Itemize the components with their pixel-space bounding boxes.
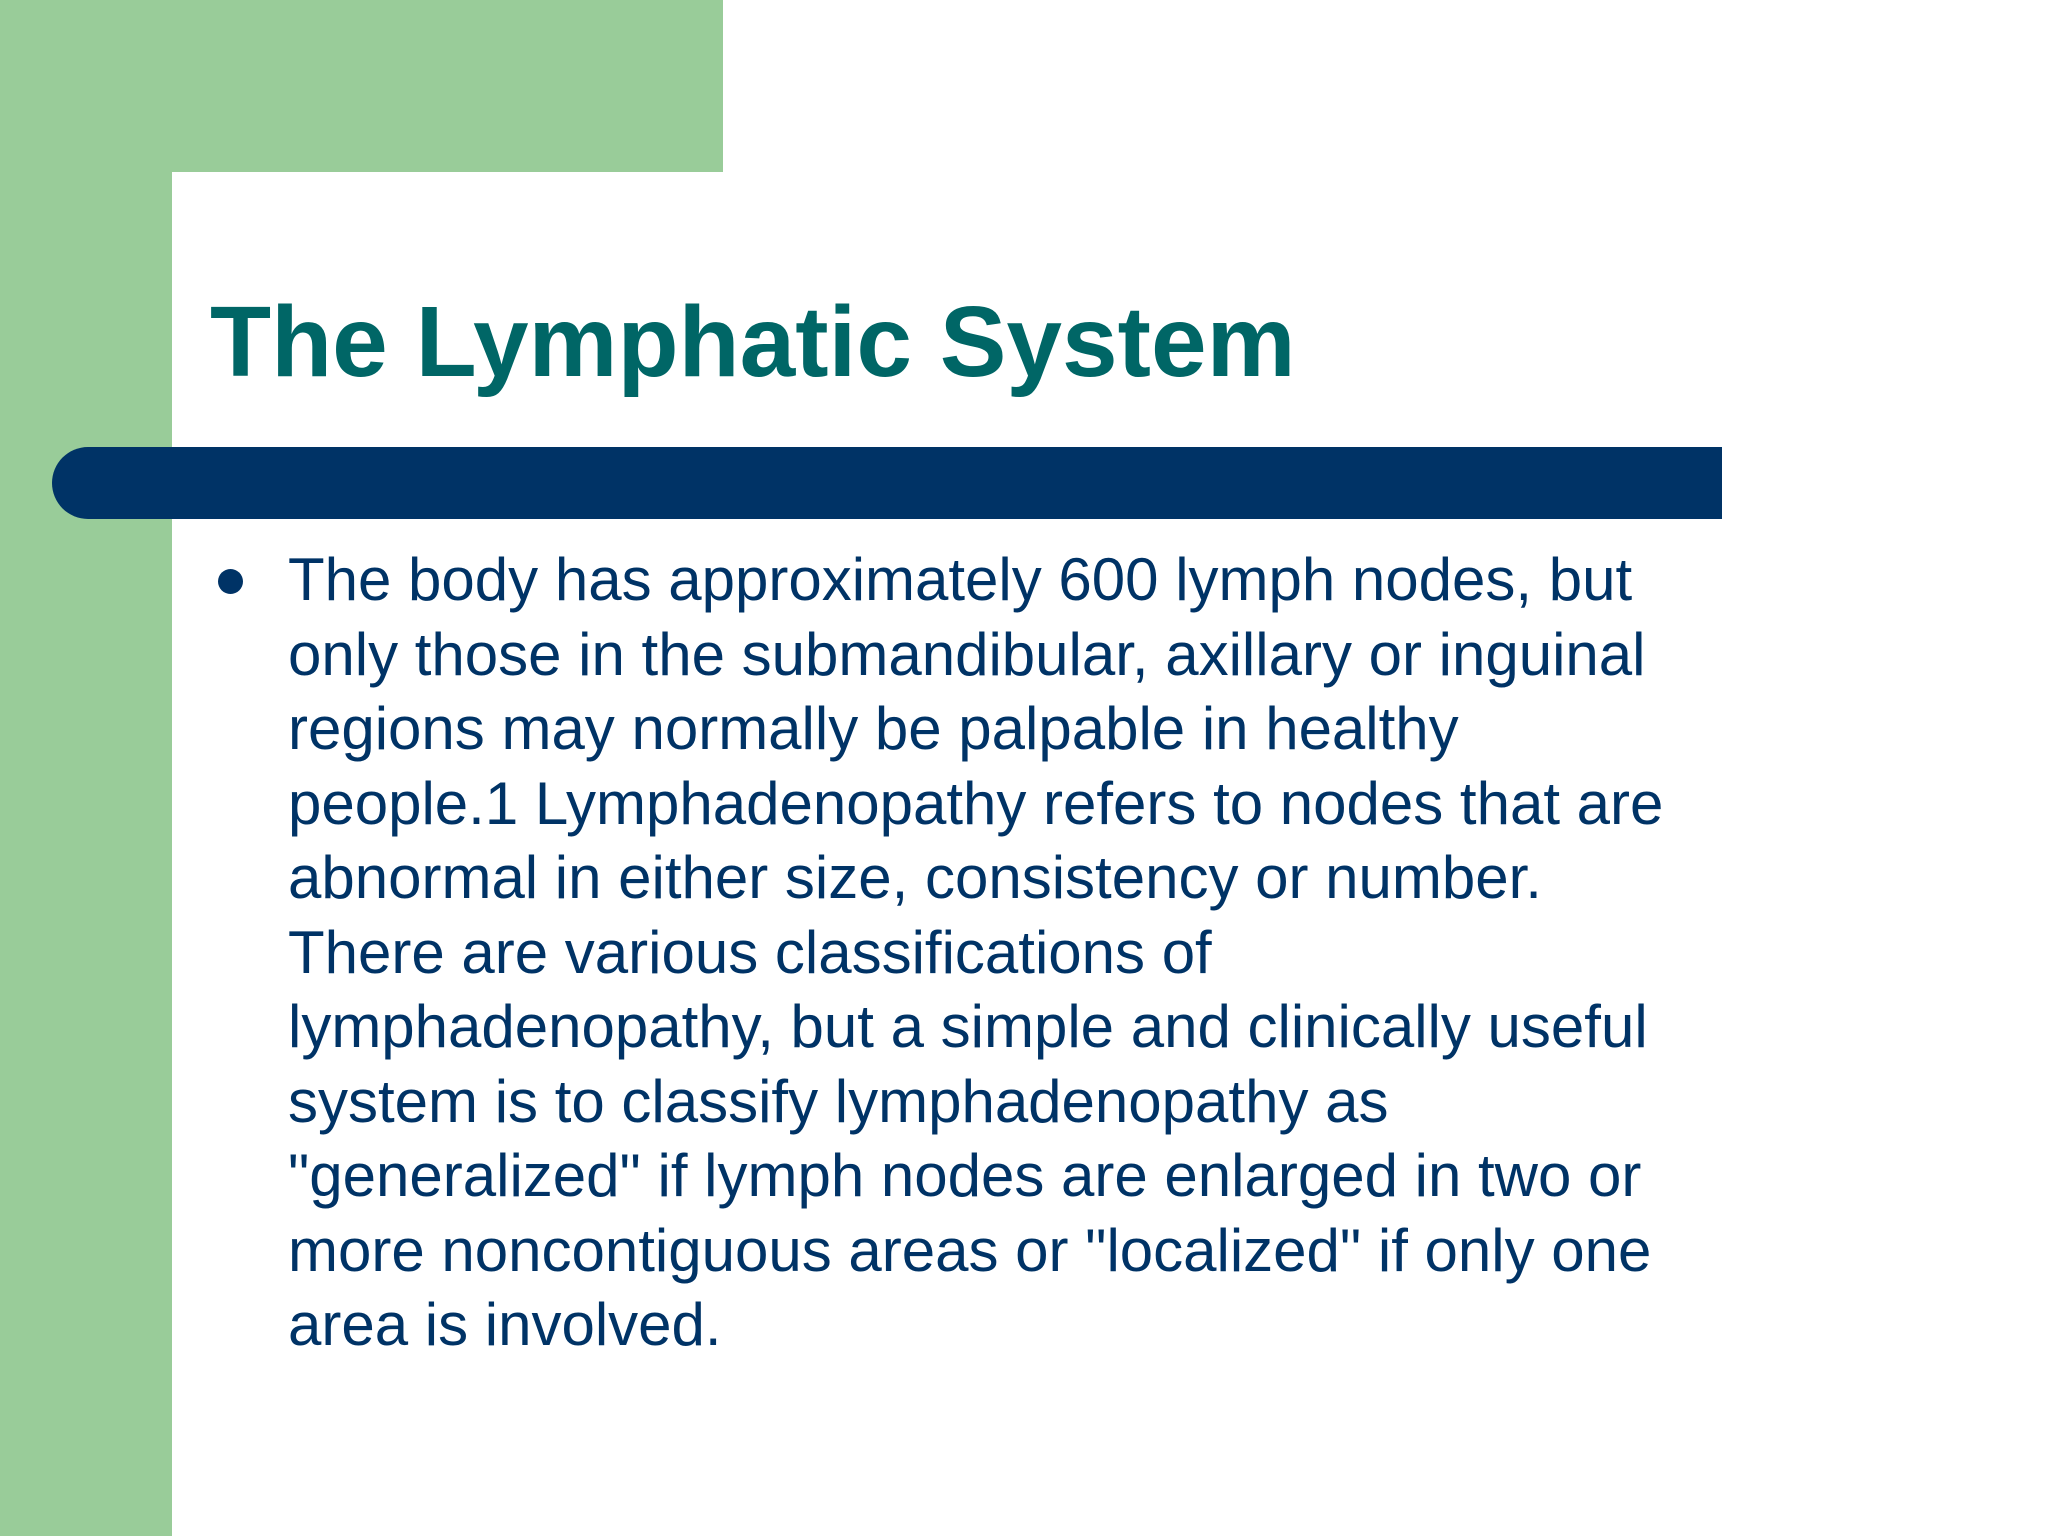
bullet-text-line: There are various classifications of: [288, 918, 1212, 986]
bullet-text-line: "generalized" if lymph nodes are enlarged in two or: [288, 1142, 1642, 1209]
bullet-text-line: abnormal in either size, consistency or number.: [288, 844, 1542, 911]
title-divider-bar: [52, 447, 1722, 519]
bullet-text-line: more noncontiguous areas or "localized" if only one: [288, 1216, 1652, 1284]
bullet-text-line: lymphadenopathy, but a simple and clinically useful: [288, 993, 1648, 1060]
bullet-text-line: area is involved.: [288, 1291, 722, 1358]
bullet-text-line: system is to classify lymphadenopathy as: [288, 1067, 1389, 1135]
green-sidebar-band: [0, 0, 172, 1536]
green-top-band: [0, 0, 723, 172]
bullet-text-line: people.1 Lymphadenopathy refers to nodes that are: [288, 769, 1664, 837]
bullet-text-line: regions may normally be palpable in healthy: [288, 695, 1459, 762]
slide-title: The Lymphatic System: [210, 286, 1296, 398]
bullet-text-line: The body has approximately 600 lymph nodes, but: [288, 546, 1633, 613]
bullet-text-line: only those in the submandibular, axillary or inguinal: [288, 620, 1646, 688]
bullet-dot-icon: [218, 569, 243, 594]
bullet-text: [288, 543, 1928, 1363]
